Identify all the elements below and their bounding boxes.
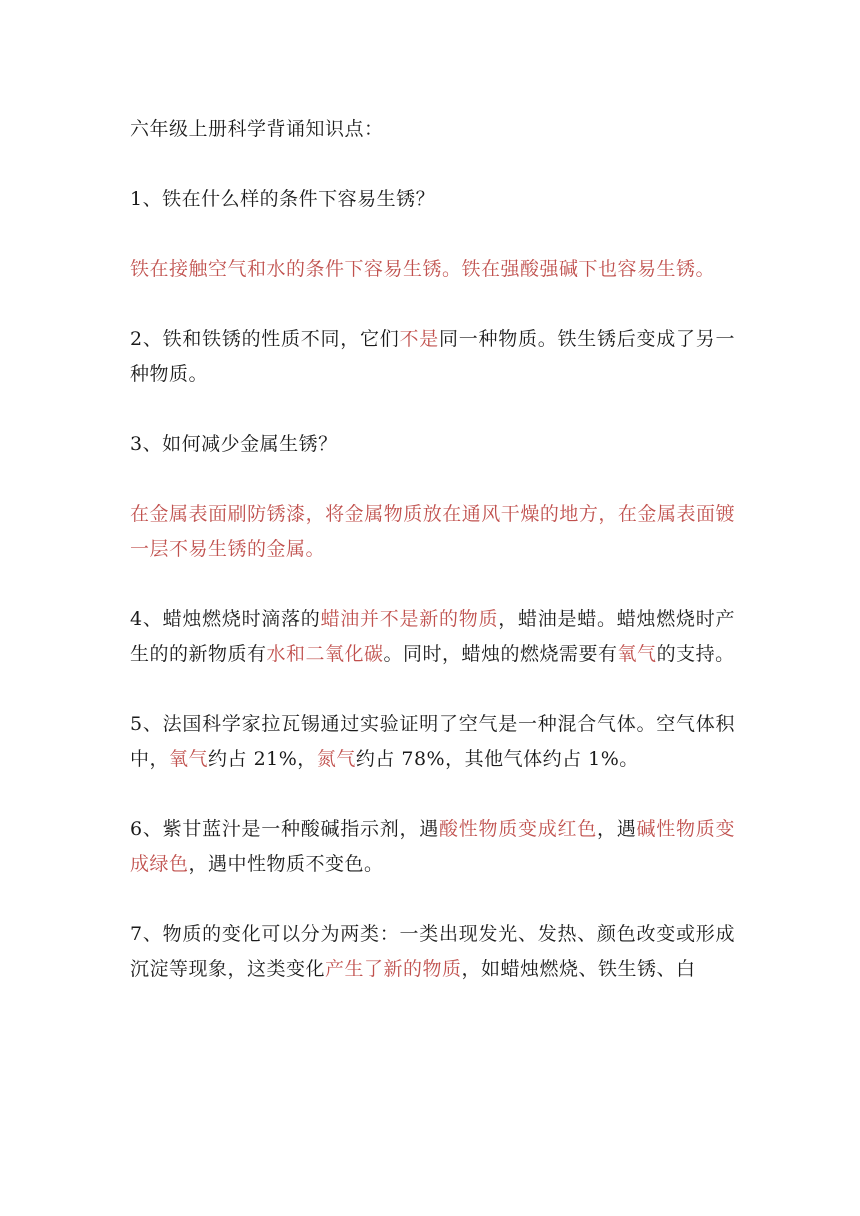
point-4-highlight-1: 蜡油并不是新的物质 — [320, 608, 499, 630]
point-5-highlight-2: 氮气 — [316, 748, 356, 770]
point-5-highlight-1: 氧气 — [169, 748, 209, 770]
point-6-highlight-1: 酸性物质变成红色 — [439, 818, 597, 840]
point-5-text-b: 约占 21%， — [208, 748, 317, 770]
point-4-text-a: 4、蜡烛燃烧时滴落的 — [130, 608, 321, 630]
point-5-text-c: 约占 78%，其他气体约占 1%。 — [355, 748, 639, 770]
point-4-text-d: 的支持。 — [656, 643, 735, 665]
document-page — [130, 112, 735, 1022]
point-7-highlight-1: 产生了新的物质 — [325, 958, 462, 980]
point-4-text-c: 。同时，蜡烛的燃烧需要有 — [383, 643, 618, 665]
point-4 — [130, 602, 735, 672]
doc-title: 六年级上册科学背诵知识点： — [130, 118, 384, 140]
point-6 — [130, 812, 735, 882]
point-7-text-b: ，如蜡烛燃烧、铁生锈、白 — [461, 958, 696, 980]
point-4-text-b: ，蜡油是蜡。蜡烛燃烧时产生的的新物质有 — [130, 608, 735, 665]
point-2-text-b: 同一种物质。铁生锈后变成了另一种物质。 — [130, 328, 735, 385]
point-4-highlight-2: 水和二氧化碳 — [266, 643, 384, 665]
point-6-text-c: ，遇中性物质不变色。 — [188, 853, 384, 875]
point-7-text-a: 7、物质的变化可以分为两类：一类出现发光、发热、颜色改变或形成沉淀等现象，这类变化 — [130, 923, 735, 980]
answer-3: 在金属表面刷防锈漆，将金属物质放在通风干燥的地方，在金属表面镀一层不易生锈的金属。 — [130, 503, 735, 560]
point-5-text-a: 5、法国科学家拉瓦锡通过实验证明了空气是一种混合气体。空气体积中， — [130, 713, 735, 770]
point-4-highlight-3: 氧气 — [617, 643, 657, 665]
question-1: 1、铁在什么样的条件下容易生锈？ — [130, 188, 436, 210]
answer-1: 铁在接触空气和水的条件下容易生锈。铁在强酸强碱下也容易生锈。 — [130, 258, 716, 280]
point-6-text-b: ，遇 — [596, 818, 637, 840]
question-3: 3、如何减少金属生锈？ — [130, 433, 338, 455]
point-5 — [130, 707, 735, 777]
point-7 — [130, 917, 735, 987]
point-6-text-a: 6、紫甘蓝汁是一种酸碱指示剂，遇 — [130, 818, 440, 840]
point-2-highlight-1: 不是 — [399, 328, 440, 350]
point-6-highlight-2: 碱性物质变成绿色 — [130, 818, 735, 875]
point-2 — [130, 322, 735, 392]
point-2-text-a: 2、铁和铁锈的性质不同，它们 — [130, 328, 400, 350]
